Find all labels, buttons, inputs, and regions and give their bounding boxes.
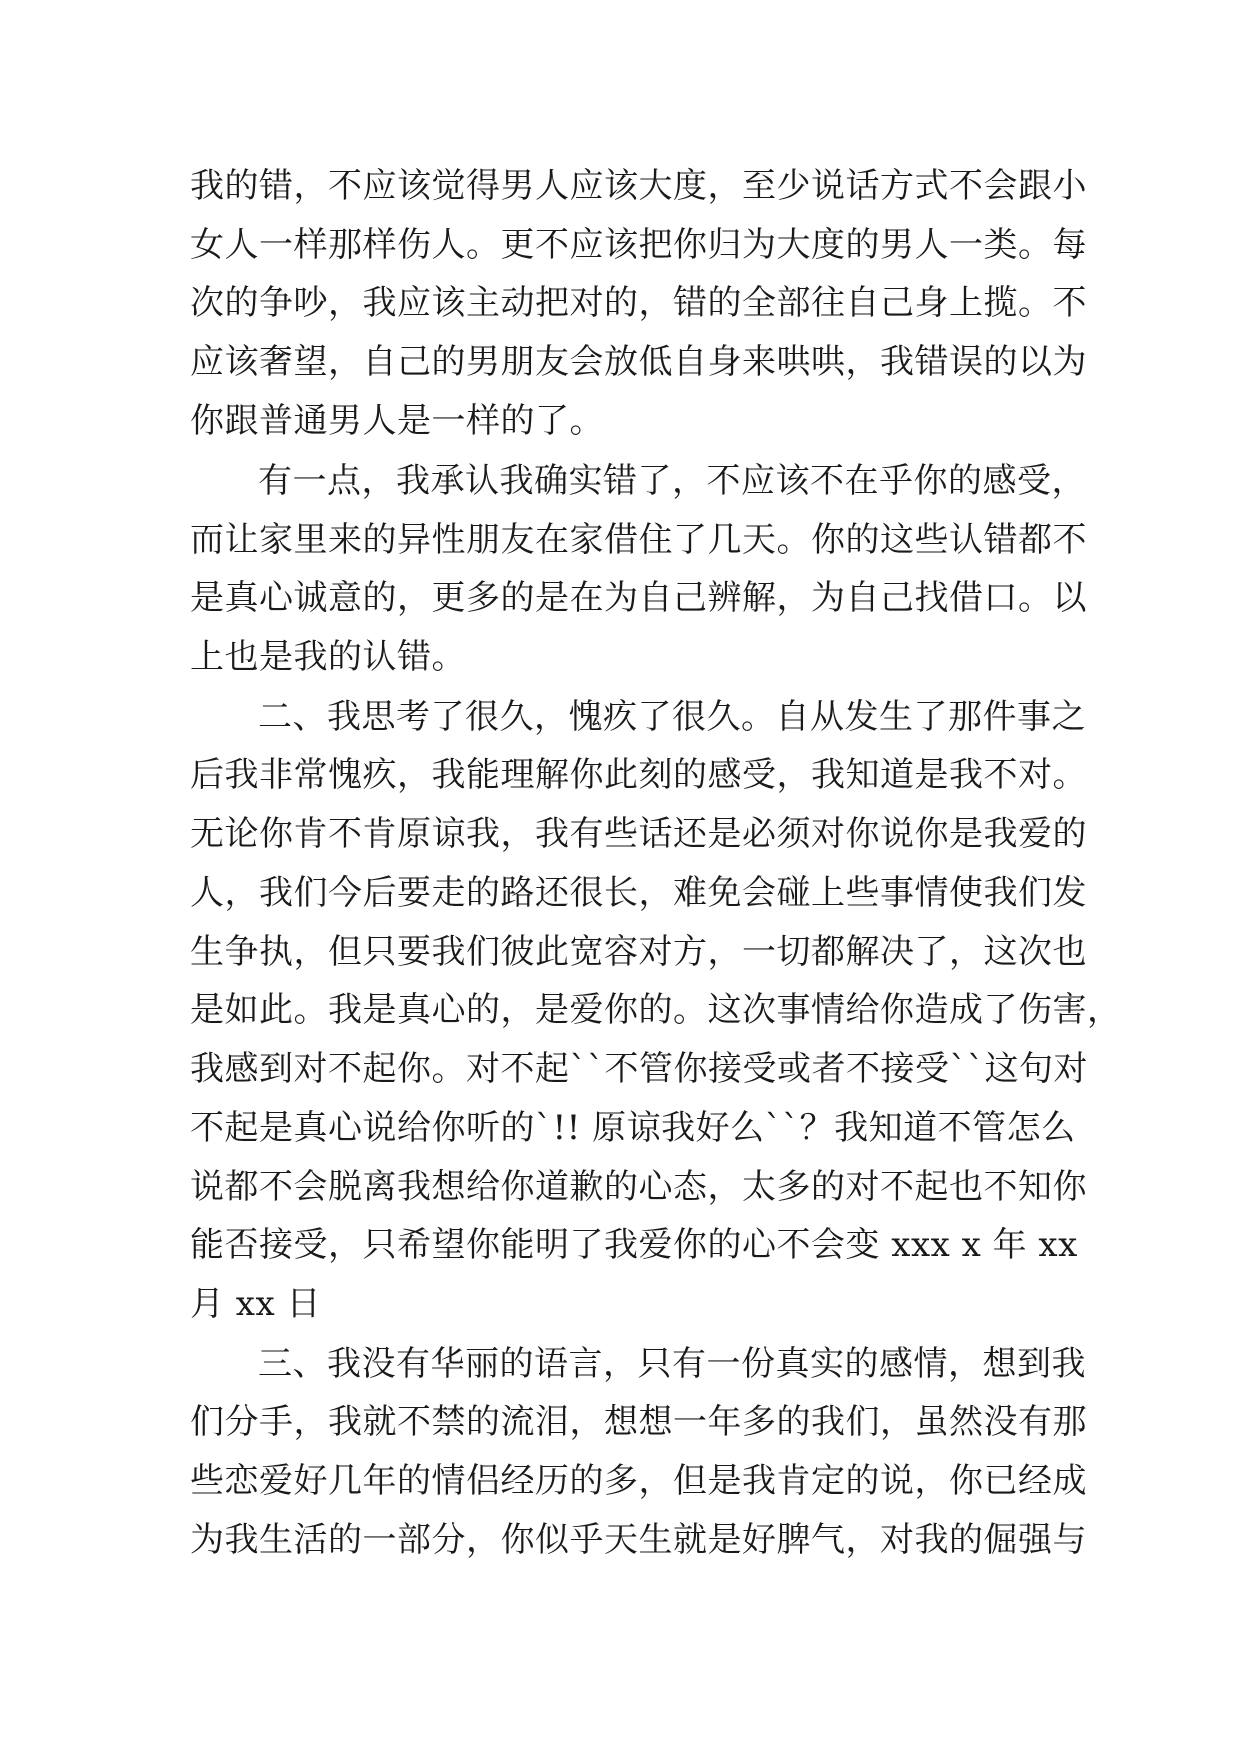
text-line: 次的争吵，我应该主动把对的，错的全部往自己身上揽。不 (190, 283, 1087, 323)
text-line: 无论你肯不肯原谅我，我有些话还是必须对你说你是我爱的 (190, 814, 1087, 854)
text-line: 我的错，不应该觉得男人应该大度，至少说话方式不会跟小 (190, 166, 1087, 206)
text-line: 你跟普通男人是一样的了。 (190, 401, 604, 441)
paragraph-first-line: 二、我思考了很久，愧疚了很久。自从发生了那件事之 (258, 697, 1086, 737)
text-line: 能否接受，只希望你能明了我爱你的心不会变 xxx x 年 xx (190, 1225, 1078, 1265)
text-line: 们分手，我就不禁的流泪，想想一年多的我们，虽然没有那 (190, 1402, 1087, 1442)
text-line: 人，我们今后要走的路还很长，难免会碰上些事情使我们发 (190, 873, 1087, 913)
text-line: 为我生活的一部分，你似乎天生就是好脾气，对我的倔强与 (190, 1520, 1087, 1560)
text-line: 上也是我的认错。 (190, 637, 466, 677)
text-line: 些恋爱好几年的情侣经历的多，但是我肯定的说，你已经成 (190, 1461, 1087, 1501)
text-line: 不起是真心说给你听的`!! 原谅我好么``？我知道不管怎么 (190, 1108, 1076, 1148)
text-line: 应该奢望，自己的男朋友会放低自身来哄哄，我错误的以为 (190, 342, 1087, 382)
text-line: 月 xx 日 (190, 1284, 321, 1324)
text-line: 而让家里来的异性朋友在家借住了几天。你的这些认错都不 (190, 520, 1087, 560)
text-line: 女人一样那样伤人。更不应该把你归为大度的男人一类。每 (190, 225, 1087, 265)
text-line: 我感到对不起你。对不起``不管你接受或者不接受``这句对 (190, 1049, 1088, 1089)
paragraph-first-line: 有一点，我承认我确实错了，不应该不在乎你的感受， (258, 461, 1086, 501)
text-line: 是真心诚意的，更多的是在为自己辨解，为自己找借口。以 (190, 578, 1087, 618)
text-line: 是如此。我是真心的，是爱你的。这次事情给你造成了伤害， (190, 990, 1122, 1030)
text-line: 生争执，但只要我们彼此宽容对方，一切都解决了，这次也 (190, 932, 1087, 972)
text-line: 说都不会脱离我想给你道歉的心态，太多的对不起也不知你 (190, 1167, 1087, 1207)
paragraph-first-line: 三、我没有华丽的语言，只有一份真实的感情，想到我 (258, 1344, 1086, 1384)
text-line: 后我非常愧疚，我能理解你此刻的感受，我知道是我不对。 (190, 755, 1087, 795)
